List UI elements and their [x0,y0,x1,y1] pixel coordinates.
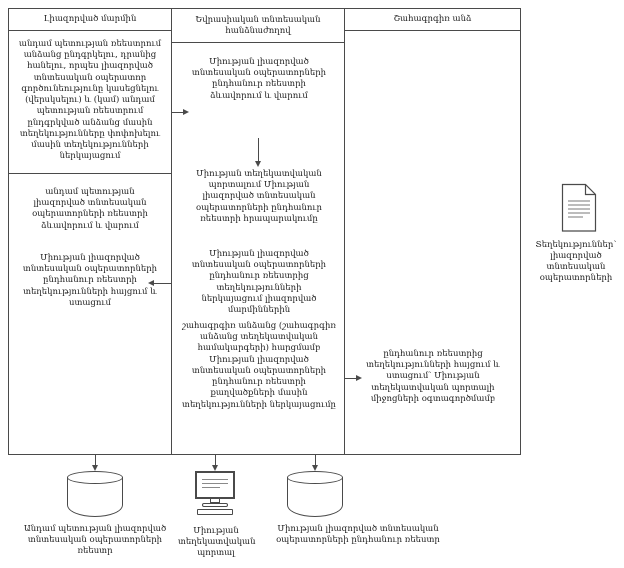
portal-caption: Միության տեղեկատվական պորտալ [178,526,256,559]
lane-commission [171,8,345,455]
interested-step-request-receive: ընդհանուր ռեեստրից տեղեկությունների հայցում և ստացում՝ Միության տեղեկատվական պորտալի միջոցների օգտագործմամբ [366,349,500,404]
commission-step-publish-portal: Միության տեղեկատվական պորտալում Միության լիազորված տնտեսական օպերատորների ընդհանուր ռեեստրի հրապարակումը [196,169,322,224]
member-registry-database-icon [67,471,123,517]
arrow-commission-to-authority-head [148,280,154,286]
commission-step-provide-info-authorities: Միության լիազորված տնտեսական օպերատորների ընդհանուր ռեեստրից տեղեկությունների ներկայացում լիազորված մարմիններին [191,249,327,316]
union-registry-database-icon [287,471,343,517]
commission-step-provide-extracts: շահագրգիռ անձանց (շահագրգիռ անձանց տեղեկատվական համակարգերի) հարցմամբ Միության լիազորված տնտեսական օպերատորների ընդհանուր ռեեստրի քաղվածքների մասին տեղեկությունների ներկայացումը [182,321,336,410]
authority-divider-line [9,173,171,174]
union-portal-monitor-icon [195,471,235,517]
keyboard-icon [197,509,233,515]
arrow-commission-down-line [258,138,259,162]
lane-interested-person [344,8,521,455]
lane-interested-person-title: Շահագրգիռ անձ [345,9,520,31]
cylinder-top [67,471,123,484]
arrow-commission-down-head [255,161,261,167]
cylinder-top [287,471,343,484]
authority-step-submit-info: անդամ պետության ռեեստրում անձանց ընդգրկելու, դրանից հանելու, որպես լիազորված տնտեսական օպերատոր գործունեությունը կասեցնելու (վերսկսելու) և (կամ) անդամ պետության ռեեստրում ընդգրկված անձանց մասին տեղեկությունները փոփոխելու մասին տեղեկությունների ներկայացում [18,39,162,162]
monitor-screen [195,471,235,499]
arrow-authority-to-commission-head [183,109,189,115]
union-registry-caption: Միության լիազորված տնտեսական օպերատորների ընդհանուր ռեեստր [276,524,440,546]
lane-authorized-body-title: Լիազորված մարմին [9,9,171,31]
document-icon [561,183,597,233]
monitor-base [202,503,228,507]
lane-commission-title: Եվրասիական տնտեսական հանձնաժողով [172,9,344,43]
arrow-commission-to-authority-line [154,283,172,284]
authority-step-maintain-registry: անդամ պետության լիազորված տնտեսական օպերատորների ռեեստրի ձևավորում և վարում [32,187,148,231]
commission-step-maintain-common-registry: Միության լիազորված տնտեսական օպերատորների ընդհանուր ռեեստրի ձևավորում և վարում [191,57,327,101]
arrow-commission-to-interested-head [356,375,362,381]
lane-authorized-body [8,8,172,455]
member-registry-caption: Անդամ պետության լիազորված տնտեսական օպերատորների ռեեստր [23,524,167,557]
authority-step-request-receive: Միության լիազորված տնտեսական օպերատորների ընդհանուր ռեեստրի տեղեկությունների հայցում և ստացում [22,253,158,308]
document-caption: Տեղեկություններ՝ լիազորված տնտեսական օպերատորների [535,240,617,284]
